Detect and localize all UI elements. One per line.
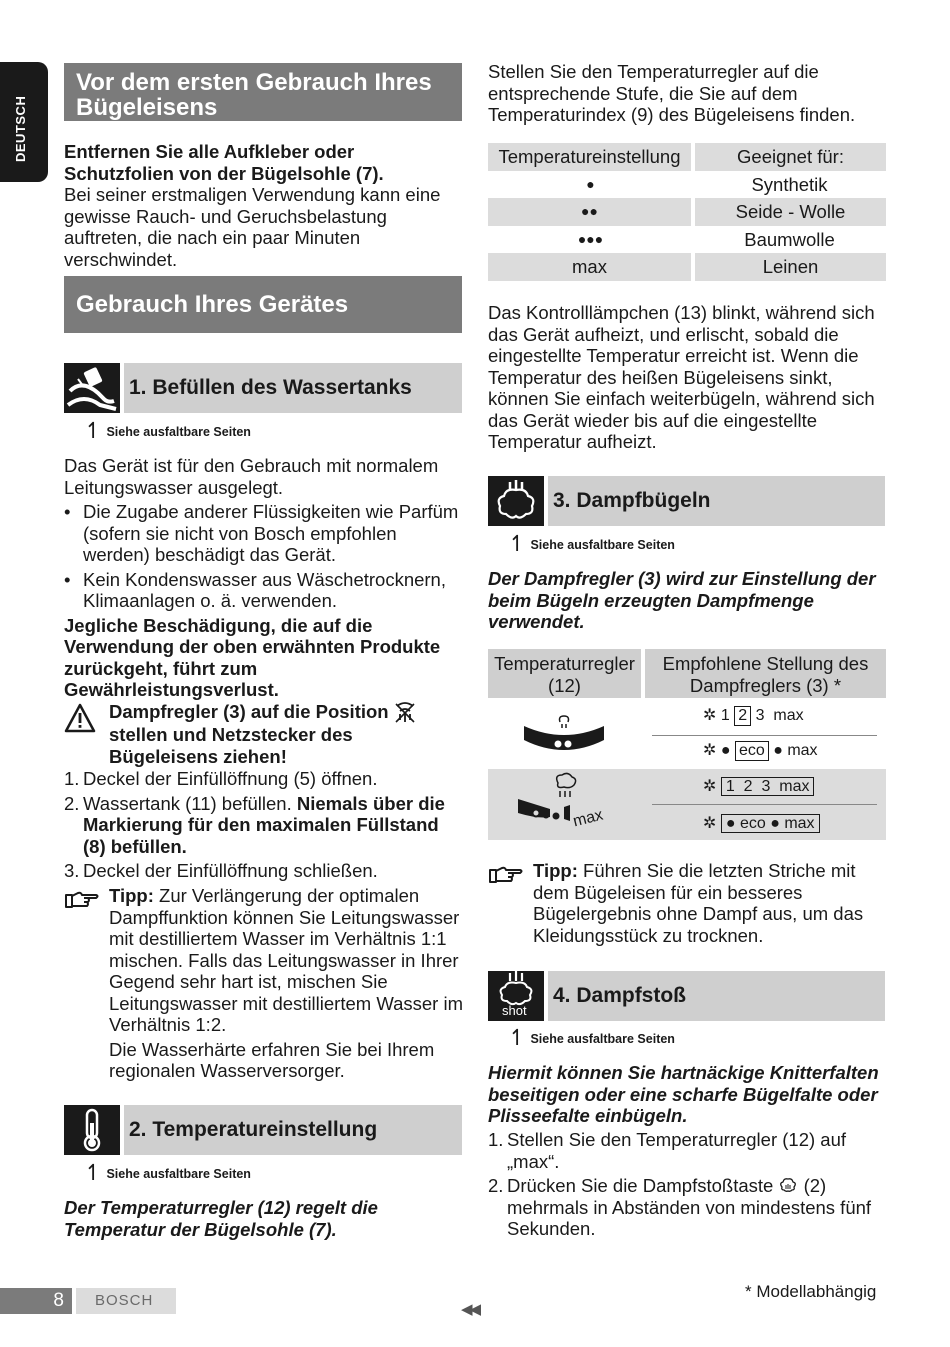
steam-shot-button-icon <box>778 1177 798 1195</box>
back-arrows-icon[interactable]: ◀◀ <box>461 1301 479 1318</box>
first-use-body <box>64 141 464 270</box>
language-label: DEUTSCH <box>13 95 28 162</box>
section-1-bullets <box>64 501 464 612</box>
section-3-see-pages: ↿ Siehe ausfaltbare Seiten <box>508 531 675 556</box>
section-4-intro: Hiermit können Sie hartnäckige Knitterfalten beseitigen oder eine scharfe Bügelfalte oder Plisseefalte einbügeln. <box>488 1062 879 1126</box>
tip-block-right <box>488 860 888 946</box>
arrow-up-icon: ↿ <box>508 1025 527 1050</box>
page-number: 8 <box>0 1288 72 1314</box>
dial-max-label: max <box>571 806 605 831</box>
caution-text-a: Dampfregler (3) auf die Position <box>109 701 389 722</box>
section-1-steps <box>64 768 464 882</box>
list-item: 2. Wassertank (11) befüllen. Niemals über die Markierung für den maximalen Füllstand (8) befüllen. <box>64 792 445 857</box>
list-item: • Kein Kondenswasser aus Wäschetrocknern, Klimaanlagen o. ä. verwenden. <box>64 569 464 612</box>
section-2-title: 2. Temperatureinstellung <box>124 1105 462 1155</box>
arrow-up-icon: ↿ <box>508 531 527 556</box>
arrow-up-icon: ↿ <box>84 1160 103 1185</box>
table-cell: Leinen <box>693 253 886 281</box>
dial-low <box>488 698 641 768</box>
divider <box>652 735 877 736</box>
section-2-see-pages: ↿ Siehe ausfaltbare Seiten <box>84 1160 251 1185</box>
steam-off-icon <box>394 702 416 724</box>
language-tab <box>0 62 48 182</box>
usage-title: Gebrauch Ihres Gerätes <box>64 276 462 333</box>
shot-label: shot <box>502 1003 527 1018</box>
steam-setting-row: ✲ 1 2 3 max <box>703 776 883 798</box>
section-1-header <box>64 363 462 413</box>
table-cell: ●●● <box>577 230 604 247</box>
first-use-text: Bei seiner erstmaligen Verwendung kann eine gewisse Rauch- und Geruchsbelastung auftreten, die nach ein paar Minuten verschwindet. <box>64 184 441 270</box>
table-cell: ●● <box>488 198 693 226</box>
table-header: Temperatureinstellung <box>488 143 693 171</box>
section-1-intro: Das Gerät ist für den Gebrauch mit normalem Leitungswasser ausgelegt. <box>64 455 439 498</box>
steam-table <box>488 649 886 840</box>
steam-icon <box>488 476 544 526</box>
steam-setting-row: ✲ ● eco ● max <box>703 742 818 759</box>
tip-label: Tipp: <box>533 860 578 881</box>
table-row <box>488 226 886 254</box>
list-item: 3. Deckel der Einfüllöffnung schließen. <box>64 860 378 881</box>
table-cell: Seide - Wolle <box>693 198 886 226</box>
pointing-hand-icon <box>64 889 100 911</box>
tip-block-left <box>64 885 464 1082</box>
table-header: Geeignet für: <box>693 143 886 171</box>
section-1-body <box>64 455 464 701</box>
table-row <box>488 171 886 199</box>
temp-intro: Stellen Sie den Temperaturregler auf die entsprechende Stufe, die Sie auf dem Temperaturindex (9) des Bügeleisens finden. <box>488 61 856 125</box>
steam-off-icon: ✲ <box>703 707 717 724</box>
table-cell: ● <box>586 175 595 192</box>
table-header: Temperaturregler (12) <box>488 649 641 698</box>
first-use-title: Vor dem ersten Gebrauch Ihres Bügeleisens <box>64 63 462 121</box>
steam-off-icon: ✲ <box>703 815 717 832</box>
table-row <box>488 198 886 226</box>
section-4-see-pages: ↿ Siehe ausfaltbare Seiten <box>508 1025 675 1050</box>
tip-text: Führen Sie die letzten Striche mit dem Bügeleisen für ein besseres Bügelergebnis ohne Dampf aus, um das Kleidungsstück zu trocknen. <box>533 860 864 946</box>
dial-high <box>488 769 641 840</box>
list-item: 1. Stellen Sie den Temperaturregler (12) auf „max“. <box>488 1129 847 1172</box>
section-3-header <box>488 476 885 526</box>
steam-setting-row: ✲ ● eco ● max <box>703 813 883 835</box>
list-item: • Die Zugabe anderer Flüssigkeiten wie Parfüm (sofern sie nicht von Bosch empfohlen werden) beschädigt das Gerät. <box>64 501 464 566</box>
list-item: 1. Deckel der Einfüllöffnung (5) öffnen. <box>64 768 378 789</box>
table-header: Empfohlene Stellung des Dampfreglers (3) * <box>645 649 886 698</box>
thermometer-icon <box>64 1105 120 1155</box>
table-cell: Baumwolle <box>744 228 835 250</box>
section-2-intro: Der Temperaturregler (12) regelt die Temperatur der Bügelsohle (7). <box>64 1197 378 1240</box>
tip-text-2: Die Wasserhärte erfahren Sie bei Ihrem regionalen Wasserversorger. <box>109 1038 435 1081</box>
divider <box>652 804 877 805</box>
steam-setting-row: ✲ 1 2 3 max <box>703 707 804 724</box>
steam-shot-icon <box>488 971 544 1021</box>
section-3-title: 3. Dampfbügeln <box>548 476 885 526</box>
arrow-up-icon: ↿ <box>84 418 103 443</box>
section-1-see-pages: ↿ Siehe ausfaltbare Seiten <box>84 418 251 443</box>
caution-text-b: stellen und Netzstecker des Bügeleisens ziehen! <box>109 724 353 767</box>
tip-text: Zur Verlängerung der optimalen Dampffunktion können Sie Leitungswasser mit destilliertem Wasser im Verhältnis 1:1 mischen. Falls das Leitungswasser in Ihrer Gegend sehr hart ist, mischen Sie Leitungswasser mit destilliertem Wasser im Verhältnis 1:2. <box>109 885 463 1035</box>
brand-label: BOSCH <box>76 1288 176 1314</box>
table-header-row <box>488 143 886 171</box>
warning-triangle-icon <box>64 703 96 733</box>
section-4-header <box>488 971 885 1021</box>
footnote: * Modellabhängig <box>745 1282 877 1301</box>
pointing-hand-icon <box>488 864 524 886</box>
section-3-intro: Der Dampfregler (3) wird zur Einstellung der beim Bügeln erzeugten Dampfmenge verwendet. <box>488 568 876 632</box>
warranty-warning: Jegliche Beschädigung, die auf die Verwendung der oben erwähnten Produkte zurückgeht, führt zum Gewährleistungsverlust. <box>64 614 441 700</box>
section-4-title: 4. Dampfstoß <box>548 971 885 1021</box>
temperature-table <box>488 143 886 281</box>
lamp-text: Das Kontrolllämpchen (13) blinkt, während sich das Gerät aufheizt, und erlischt, sobald die eingestellte Temperatur erreicht ist. Wenn die Temperatur des heißen Bügeleisens sinkt, können Sie einfach weiterbügeln, während sich das Gerät wieder bis auf die eingestellte Temperatur aufheizt. <box>488 302 875 452</box>
section-2-header <box>64 1105 462 1155</box>
tip-label: Tipp: <box>109 885 154 906</box>
steam-off-icon: ✲ <box>703 742 717 759</box>
table-row <box>488 253 886 281</box>
table-cell: max <box>488 253 693 281</box>
caution-block <box>64 701 464 767</box>
list-item: 2. Drücken Sie die Dampfstoßtaste (2) mehrmals in Abständen von mindestens fünf Sekunden. <box>488 1175 872 1239</box>
table-cell: Synthetik <box>751 173 828 195</box>
fill-water-icon <box>64 363 120 413</box>
steam-off-icon: ✲ <box>703 778 717 795</box>
first-use-bold: Entfernen Sie alle Aufkleber oder Schutzfolien von der Bügelsohle (7). <box>64 141 384 184</box>
section-1-title: 1. Befüllen des Wassertanks <box>124 363 462 413</box>
section-4-steps <box>488 1129 888 1240</box>
